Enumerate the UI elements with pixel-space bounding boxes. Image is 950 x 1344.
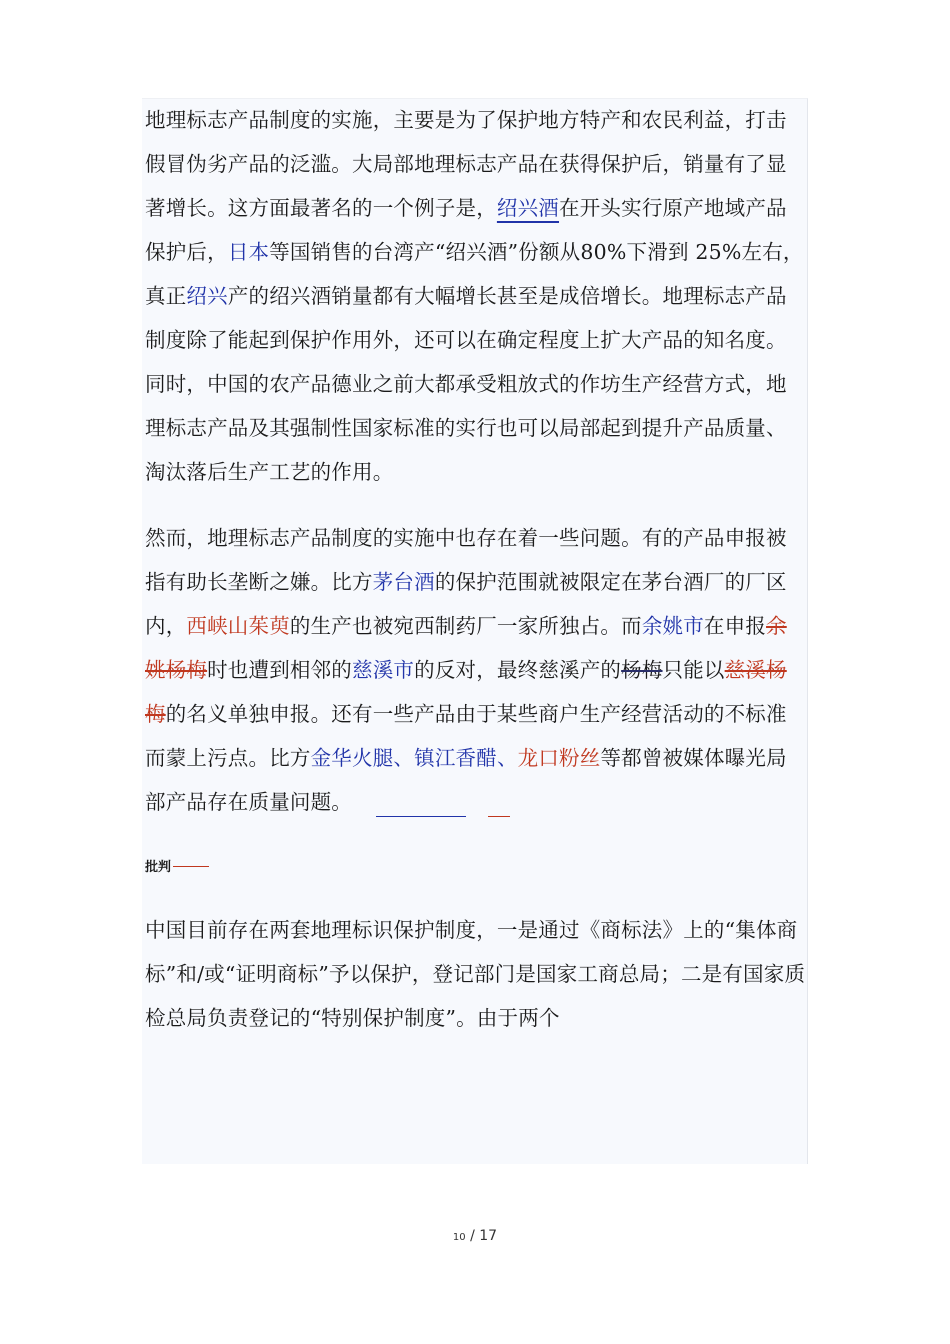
text-run: 时也遭到相邻的 [207,658,353,682]
text-run: 等国销售的台湾产“绍兴酒”份额从80%下滑到 25%左右，真正 [145,240,804,308]
page-number [0,1228,950,1244]
paragraph-problems [145,516,807,824]
link-yuyao-yangmei[interactable]: 余姚杨梅 [145,614,787,682]
document-content [145,98,807,1040]
total-pages: 17 [479,1228,498,1244]
text-run: 在开头实行原产地域产品保护后， [145,196,787,264]
paragraph-systems: 中国目前存在两套地理标识保护制度，一是通过《商标法》上的“集体商标”和/或“证明商标”予以保护，登记部门是国家工商总局；二是有国家质检总局负责登记的“特别保护制度”。由于两个 [145,918,806,1030]
text-run: 然而，地理标志产品制度的实施中也存在着一些问题。有的产品申报被指有助长垄断之嫌。比方 [145,526,787,594]
link-xixia-shanzhuyu[interactable]: 西峡山茱萸 [186,614,290,638]
struck-text-yangmei: 杨梅 [621,658,663,682]
link-maotai[interactable]: 茅台酒 [372,570,435,594]
text-run: 地理标志产品制度的实施，主要是为了保护地方特产和农民利益，打击假冒伪劣产品的泛滥。大局部地理标志产品在获得保护后，销量有了显著增长。这方面最著名的一个例子是， [145,108,787,220]
link-cixi-city[interactable]: 慈溪市 [352,658,415,682]
blank-underline [488,816,510,817]
link-longkou-vermicelli[interactable]: 龙口粉丝 [517,746,601,770]
section-heading [145,824,807,890]
heading-underline [173,866,209,867]
text-run: 的名义单独申报。还有一些产品由于某些商户生产经营活动的不标准而蒙上污点。比方 [145,702,787,770]
paragraph-benefits [145,98,807,494]
page-separator: / [465,1228,480,1244]
text-run: 产的绍兴酒销量都有大幅增长甚至是成倍增长。地理标志产品制度除了能起到保护作用外，还可以在确定程度上扩大产品的知名度。同时，中国的农产品德业之前大都承受粗放式的作坊生产经营方式，地理标志产品及其强制性国家标准的实行也可以局部起到提升产品质量、淘汰落后生产工艺的作用。 [145,284,787,484]
link-zhenjiang-vinegar[interactable]: 镇江香醋 [414,746,497,770]
link-yuyao-city[interactable]: 余姚市 [641,614,704,638]
text-run: 的反对，最终慈溪产的 [414,658,622,682]
link-jinhua-ham[interactable]: 金华火腿 [310,746,394,770]
separator: 、 [496,746,518,770]
link-japan[interactable]: 日本 [227,240,270,264]
heading-criticism: 批判 [145,860,172,875]
text-run: 只能以 [662,658,725,682]
blank-underline [376,816,466,817]
link-shaoxing[interactable]: 绍兴 [186,284,228,308]
text-run: 等都曾被媒体曝光局部产品存在质量问题。 [145,746,787,814]
link-shaoxingjiu[interactable]: 绍兴酒 [496,196,560,220]
separator: 、 [393,746,415,770]
current-page: 10 [452,1232,466,1243]
link-cixi-yangmei[interactable]: 慈溪杨梅 [145,658,787,726]
text-run: 的保护范围就被限定在茅台酒厂的厂区内， [145,570,787,638]
text-run: 的生产也被宛西制药厂一家所独占。而 [289,614,642,638]
text-run: 在申报 [703,614,767,638]
